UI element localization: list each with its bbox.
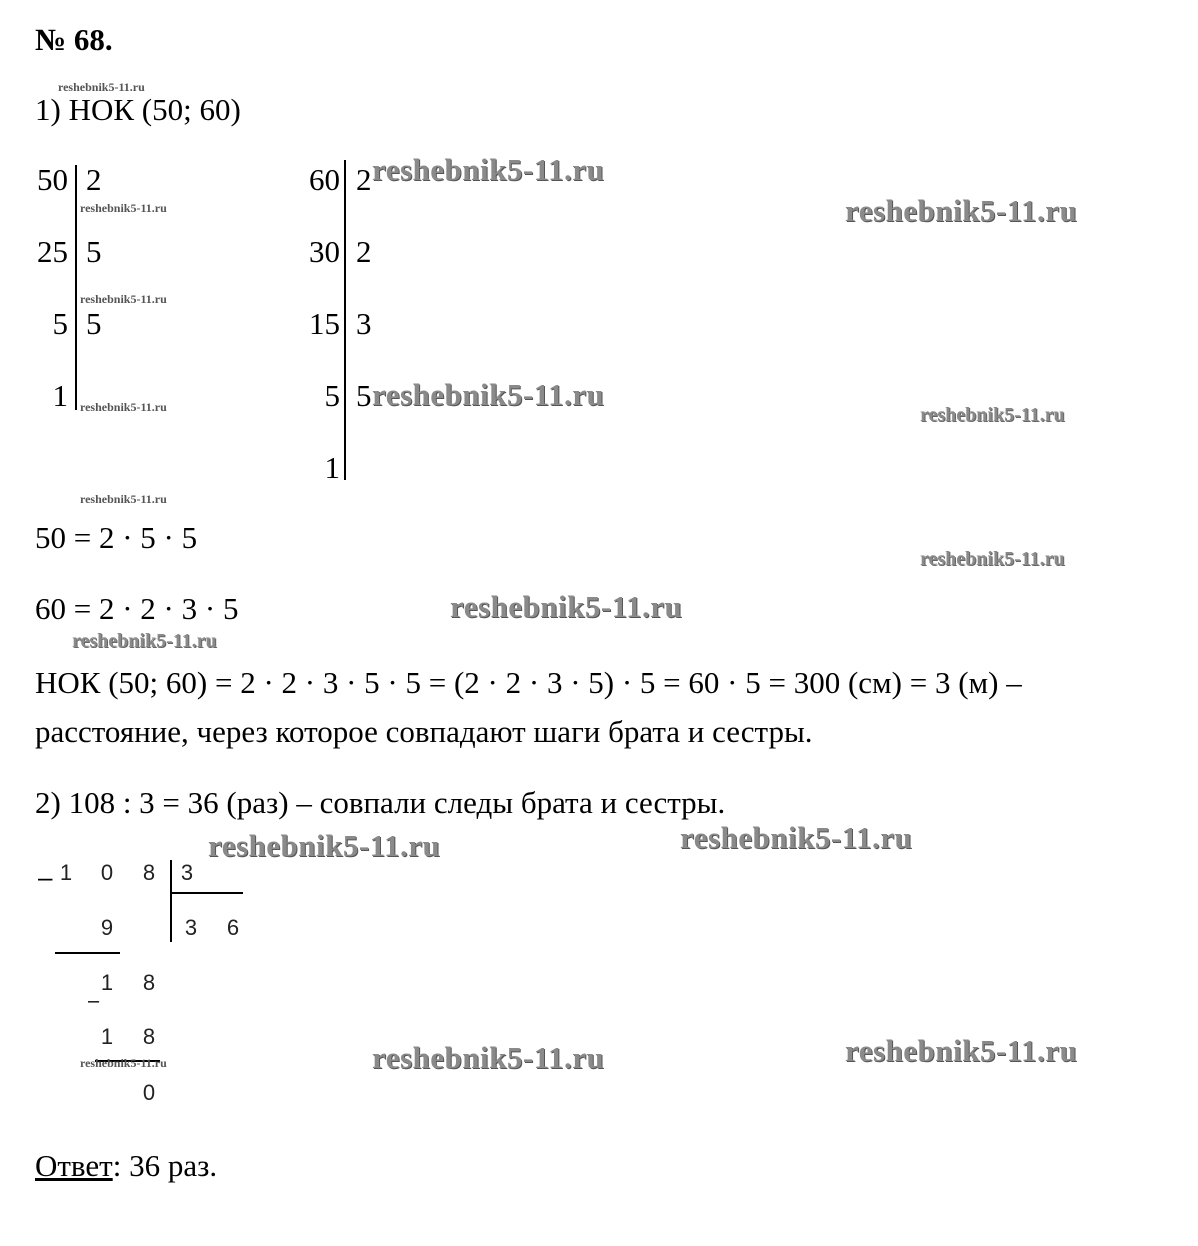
- watermark: reshebnik5-11.ru: [80, 292, 167, 306]
- fact50-right: 5: [86, 234, 102, 269]
- watermark: reshebnik5-11.ru: [450, 589, 683, 624]
- fact50-left: 1: [52, 378, 68, 413]
- divider-line: [344, 160, 346, 480]
- remainder-digit: 1: [100, 970, 114, 995]
- nok-result: НОК (50; 60) = 2 · 2 · 3 · 5 · 5 = (2 · 2 · 3 · 5) · 5 = 60 · 5 = 300 (см) = 3 (м) –: [35, 665, 1022, 700]
- quotient-digit: 6: [226, 915, 240, 940]
- answer-value: : 36 раз.: [112, 1148, 218, 1183]
- fact60-right: 2: [356, 234, 372, 269]
- final-remainder: 0: [142, 1080, 156, 1105]
- minus-sign: –: [38, 862, 53, 892]
- watermark: reshebnik5-11.ru: [372, 1040, 605, 1075]
- fact60-right: 2: [356, 162, 372, 197]
- watermark: reshebnik5-11.ru: [208, 828, 441, 863]
- fact60-left: 5: [324, 378, 340, 413]
- quotient-digit: 3: [184, 915, 198, 940]
- subtrahend-digit: 9: [100, 915, 114, 940]
- fact60-right: 3: [356, 306, 372, 341]
- watermark: reshebnik5-11.ru: [80, 201, 167, 215]
- watermark: reshebnik5-11.ru: [680, 820, 913, 855]
- watermark: reshebnik5-11.ru: [920, 548, 1065, 570]
- problem-number: № 68.: [35, 22, 113, 57]
- fact60-left: 30: [309, 234, 340, 269]
- step2-text: 2) 108 : 3 = 36 (раз) – совпали следы брата и сестры.: [35, 785, 726, 820]
- fact50-left: 25: [37, 234, 68, 269]
- quotient-line: [170, 892, 243, 894]
- subtraction-line: [55, 952, 120, 954]
- watermark: reshebnik5-11.ru: [372, 152, 605, 187]
- fact50-right: 5: [86, 306, 102, 341]
- fact60-left: 15: [309, 306, 340, 341]
- nok-explanation: расстояние, через которое совпадают шаги брата и сестры.: [35, 714, 813, 749]
- dividend-digit: 1: [59, 860, 73, 885]
- answer-label: Ответ: [35, 1148, 113, 1183]
- divisor-digit: 3: [180, 860, 194, 885]
- watermark: reshebnik5-11.ru: [72, 630, 217, 652]
- subtrahend-digit: 1: [100, 1024, 114, 1049]
- watermark: reshebnik5-11.ru: [80, 1056, 167, 1070]
- watermark: reshebnik5-11.ru: [845, 1033, 1078, 1068]
- watermark: reshebnik5-11.ru: [845, 193, 1078, 228]
- fact60-left: 60: [309, 162, 340, 197]
- watermark: reshebnik5-11.ru: [80, 400, 167, 414]
- watermark: reshebnik5-11.ru: [80, 492, 167, 506]
- fact60-left: 1: [324, 450, 340, 485]
- remainder-digit: 8: [142, 970, 156, 995]
- fact50-right: 2: [86, 162, 102, 197]
- fact50-left: 50: [37, 162, 68, 197]
- step1-heading: 1) НОК (50; 60): [35, 92, 241, 127]
- divider-line: [75, 165, 77, 410]
- minus-sign: –: [88, 990, 100, 1012]
- divisor-line: [170, 860, 172, 942]
- watermark: reshebnik5-11.ru: [920, 404, 1065, 426]
- equation-50: 50 = 2 · 5 · 5: [35, 520, 198, 555]
- fact60-right: 5: [356, 378, 372, 413]
- subtrahend-digit: 8: [142, 1024, 156, 1049]
- watermark: reshebnik5-11.ru: [58, 80, 145, 94]
- fact50-left: 5: [52, 306, 68, 341]
- dividend-digit: 8: [142, 860, 156, 885]
- watermark: reshebnik5-11.ru: [372, 377, 605, 412]
- equation-60: 60 = 2 · 2 · 3 · 5: [35, 591, 239, 626]
- dividend-digit: 0: [100, 860, 114, 885]
- answer: [35, 1148, 217, 1184]
